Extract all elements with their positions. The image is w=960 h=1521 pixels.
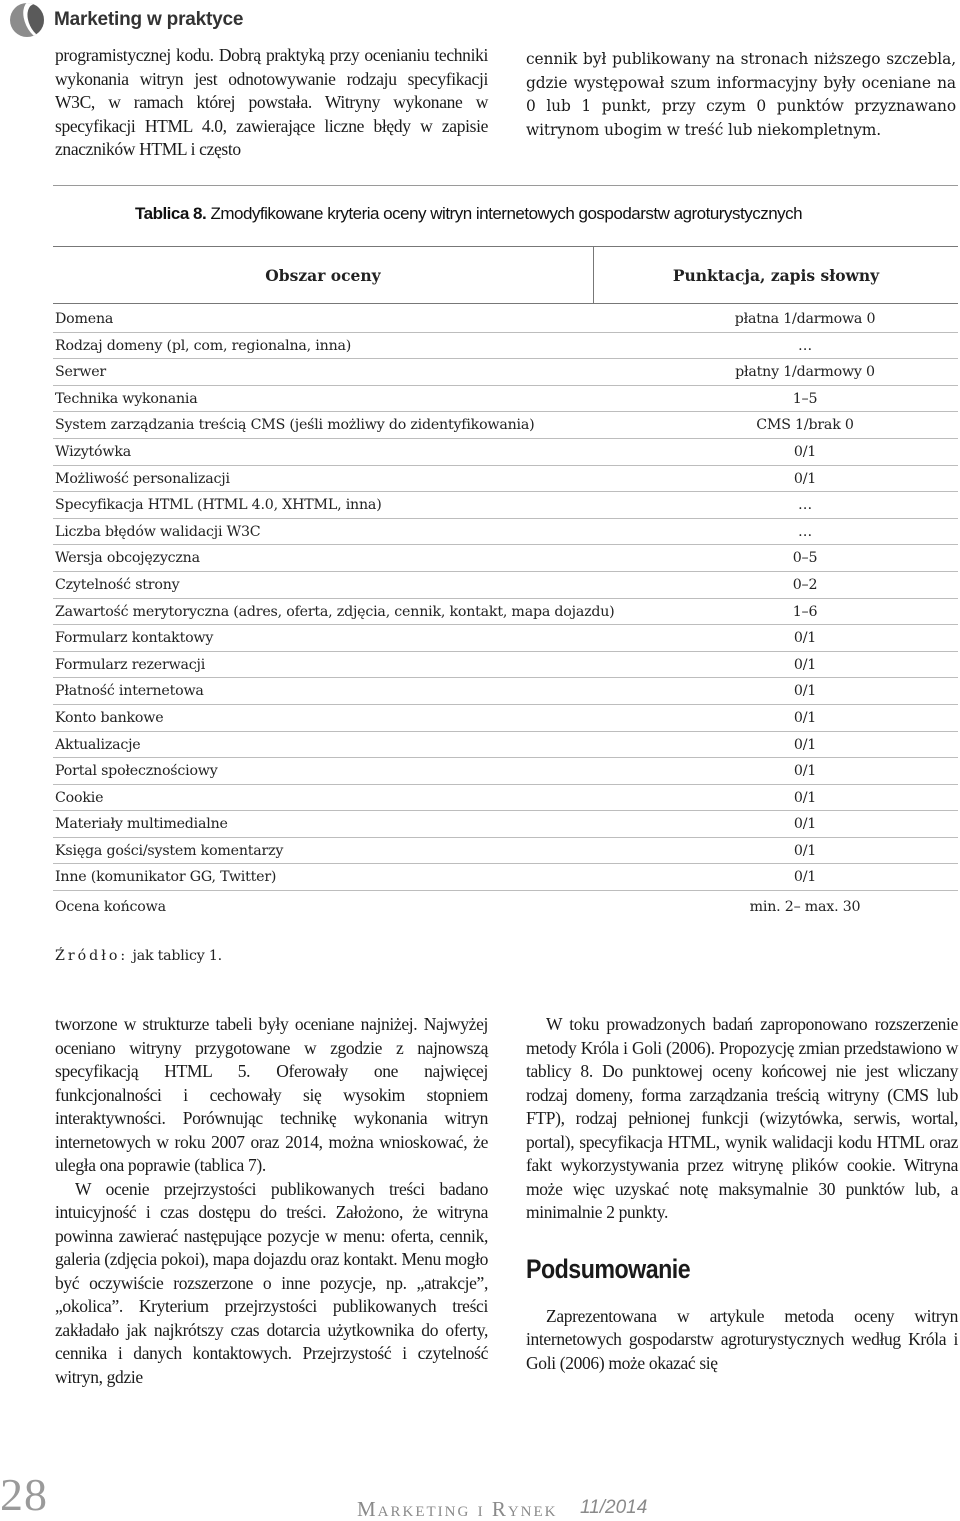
row-score: CMS 1/brak 0: [756, 417, 854, 434]
table-row: [53, 545, 958, 572]
table-row: [53, 732, 958, 759]
table-row: [53, 466, 958, 493]
row-score: 0/1: [793, 683, 817, 700]
row-criterion: Materiały multimedialne: [55, 816, 228, 833]
row-criterion: Technika wykonania: [55, 390, 198, 407]
row-criterion: System zarządzania treścią CMS (jeśli możliwy do zidentyfikowania): [55, 417, 535, 434]
row-score: 0/1: [793, 842, 817, 859]
row-score: płatny 1/darmowy 0: [735, 364, 875, 381]
divider: [53, 185, 958, 186]
table-row: [53, 412, 958, 439]
table-row: [53, 838, 958, 865]
row-score: 0/1: [793, 736, 817, 753]
paragraph: W toku prowadzonych badań zaproponowano rozszerzenie metody Króla i Goli (2006). Propozycję zmian przedstawiono w tablicy 8. Do punktowej oceny końcowej nie jest wliczany rodzaj domeny, forma zarządzania treścią witryny (CMS lub FTP), rodzaj pełnionej funkcji (wizytówka, serwis, wortal, portal), specyfikacja HTML, wynik walidacji kodu HTML oraz fakt wykorzystywania przez witrynę plików cookie. Witryna może więc uzyskać notę maksymalnie 30 punktów lub, a minimalnie 2 punkty.: [526, 1014, 958, 1222]
row-criterion: Inne (komunikator GG, Twitter): [55, 869, 277, 886]
paragraph: Zaprezentowana w artykule metoda oceny witryn internetowych gospodarstw agroturystycznych według Króla i Goli (2006) może okazać się: [526, 1305, 958, 1373]
table-row: [53, 864, 958, 891]
row-score: 0/1: [793, 709, 817, 726]
row-criterion: Aktualizacje: [55, 736, 141, 753]
row-score: 0/1: [793, 789, 817, 806]
header-area: Obszar oceny: [53, 247, 594, 304]
table-row: [53, 333, 958, 360]
row-criterion: Czytelność strony: [55, 576, 180, 593]
row-criterion: Płatność internetowa: [55, 683, 204, 700]
bottom-right-column: [526, 1013, 958, 1375]
section-title: Marketing w praktyce: [54, 9, 244, 30]
row-criterion: Formularz rezerwacji: [55, 656, 206, 673]
table-row: [53, 652, 958, 679]
table-row: [53, 386, 958, 413]
row-criterion: Serwer: [55, 364, 107, 381]
row-criterion: Ocena końcowa: [55, 899, 166, 916]
section-heading: Podsumowanie: [526, 1253, 691, 1284]
row-criterion: Domena: [55, 311, 114, 327]
source-text: jak tablicy 1.: [132, 948, 222, 964]
table-source: [55, 948, 222, 964]
row-criterion: Portal społecznościowy: [55, 763, 218, 780]
table-header: [53, 246, 958, 304]
row-criterion: Księga gości/system komentarzy: [55, 842, 284, 859]
table-row: [53, 625, 958, 652]
row-score: min. 2– max. 30: [749, 899, 861, 916]
row-criterion: Cookie: [55, 789, 104, 806]
row-criterion: Rodzaj domeny (pl, com, regionalna, inna): [55, 337, 352, 354]
page-number: 28: [0, 1469, 48, 1520]
row-criterion: Wersja obcojęzyczna: [55, 550, 200, 567]
row-criterion: Zawartość merytoryczna (adres, oferta, zdjęcia, cennik, kontakt, mapa dojazdu): [55, 603, 615, 620]
table-row: [53, 519, 958, 546]
table-label: Tablica 8.: [135, 204, 207, 223]
row-score: …: [798, 337, 812, 354]
row-score: 0–5: [792, 550, 818, 567]
row-score: 0/1: [793, 470, 817, 487]
page-header: [10, 2, 243, 38]
paragraph: W ocenie przejrzystości publikowanych treści badano intuicyjność i czas dostępu do treści. Założono, że witryna powinna zawierać następujące pozycje w menu: oferta, cennik, galeria (zdjęcia pokoi), mapa dojazdu oraz kontakt. Menu mogło być oczywiście rozszerzone o inne pozycje, np. „atrakcje”, „okolica”. Kryterium przejrzystości publikowanych treści zakładało jak najkrótszy czas dotarcia użytkownika do oferty, cennika i danych kontaktowych. Przejrzystość i czytelność witryn, gdzie: [55, 1178, 488, 1387]
paragraph: tworzone w strukturze tabeli były oceniane najniżej. Najwyżej oceniano witryny przygotowane w zgodzie z najnowszą specyfikacją HTML 5. Oferowały one najwięcej funkcjonalności i cechowały się wysokim stopniem interaktywności. Porównując technikę wykonania witryn internetowych w roku 2007 oraz 2014, można wnioskować, że uległa ona poprawie (tablica 7).: [55, 1014, 488, 1175]
criteria-table: [53, 246, 958, 921]
row-score: 0/1: [793, 763, 817, 780]
row-score: 0–2: [792, 576, 818, 593]
table-row: [53, 306, 958, 333]
table-row: [53, 811, 958, 838]
table-caption: [135, 204, 802, 224]
row-criterion: Konto bankowe: [55, 709, 164, 726]
table-row: [53, 599, 958, 626]
row-score: 0/1: [793, 656, 817, 673]
row-score: płatna 1/darmowa 0: [734, 311, 876, 327]
row-score: …: [798, 523, 812, 540]
row-score: 1–6: [792, 603, 818, 620]
source-label: Źródło:: [55, 948, 129, 964]
table-row: [53, 785, 958, 812]
row-criterion: Możliwość personalizacji: [55, 470, 230, 487]
journal-logo-icon: [10, 3, 44, 37]
table-row: [53, 758, 958, 785]
top-left-column-text: programistycznej kodu. Dobrą praktyką przy ocenianiu techniki wykonania witryn jest odnotowywanie rodzaju specyfikacji W3C, w ramach której powstała. Witryny wykonane w specyfikacji HTML 4.0, zawierające liczne błędy w zapisie znaczników HTML i często: [55, 45, 488, 159]
bottom-left-column: [55, 1013, 488, 1389]
journal-name: Marketing i Rynek: [357, 1497, 558, 1521]
table-row: [53, 492, 958, 519]
table-row: [53, 439, 958, 466]
row-score: 0/1: [793, 816, 817, 833]
row-score: 0/1: [793, 443, 817, 460]
table-row: [53, 705, 958, 732]
row-criterion: Liczba błędów walidacji W3C: [55, 523, 261, 540]
top-right-column-text: cennik był publikowany na stronach niższego szczebla, gdzie występował szum informacyjny były oceniane na 0 lub 1 punkt, przy czym 0 punktów przyznawano witrynom ubogim w treść lub niekompletnym.: [526, 50, 956, 139]
row-score: 0/1: [793, 869, 817, 886]
header-score: Punktacja, zapis słowny: [672, 266, 880, 285]
row-score: …: [798, 497, 812, 514]
table-body: [53, 306, 958, 921]
table-row: [53, 678, 958, 705]
row-criterion: Formularz kontaktowy: [55, 630, 214, 647]
journal-issue: 11/2014: [580, 1497, 648, 1518]
row-criterion: Specyfikacja HTML (HTML 4.0, XHTML, inna): [55, 497, 382, 514]
table-row: [53, 891, 958, 921]
table-title: Zmodyfikowane kryteria oceny witryn internetowych gospodarstw agroturystycznych: [210, 204, 803, 223]
row-score: 1–5: [792, 390, 818, 407]
row-score: 0/1: [793, 630, 817, 647]
row-criterion: Wizytówka: [55, 443, 132, 460]
table-row: [53, 572, 958, 599]
table-row: [53, 359, 958, 386]
